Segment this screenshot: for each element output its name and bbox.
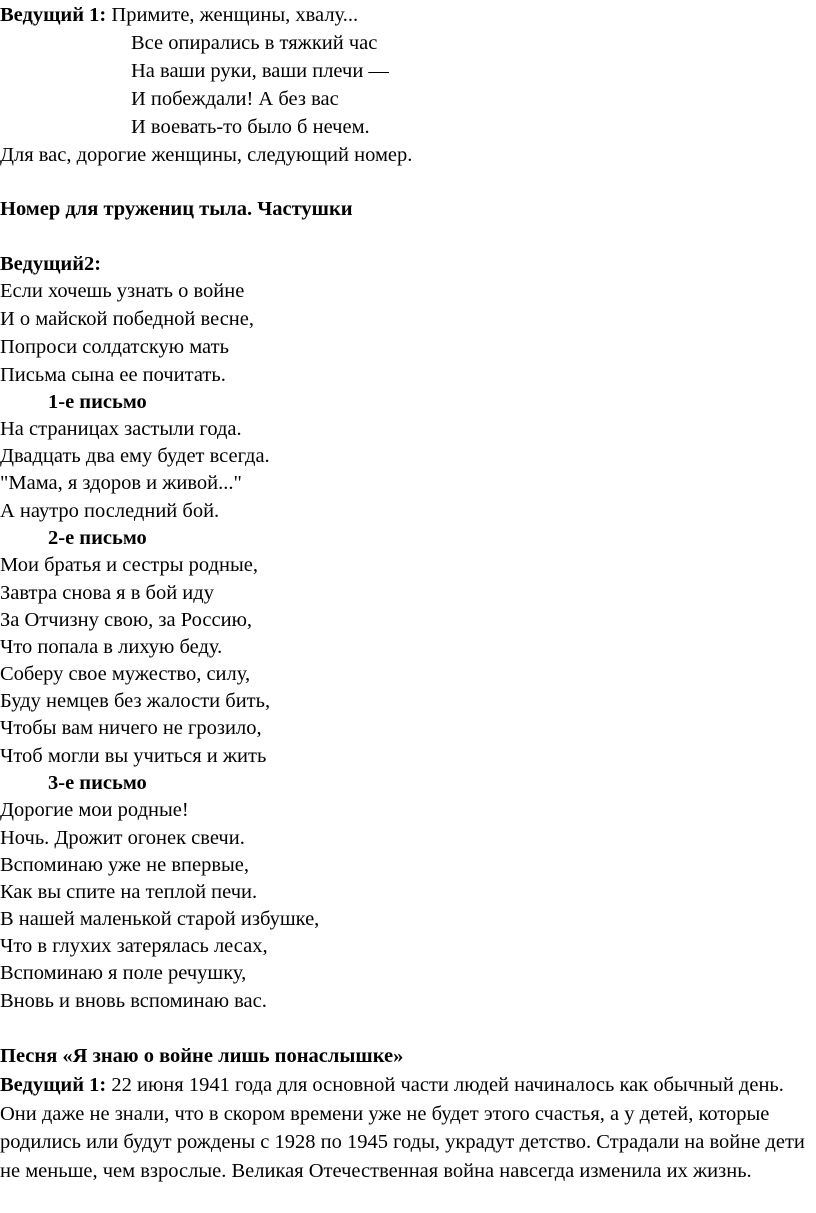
verse-line: Соберу свое мужество, силу,: [0, 663, 251, 685]
speaker-label: Ведущий 1:: [0, 1074, 107, 1096]
verse-line: Вспоминаю уже не впервые,: [0, 854, 250, 876]
verse-line: Ночь. Дрожит огонек свечи.: [0, 827, 245, 849]
poem-line: На ваши руки, ваши плечи —: [131, 60, 389, 82]
intro-line: Примите, женщины, хвалу...: [111, 4, 359, 26]
intro-closing: Для вас, дорогие женщины, следующий номер.: [0, 144, 413, 166]
paragraph-text: 22 июня 1941 года для основной части людей начиналось как обычный день. Они даже не знали, что в скором времени уже не будет этого счастья, а у детей, которые родились или будут рождены с 1928 по 1945 годы, украдут детство. Страдали на войне дети не меньше, чем взрослые. Великая Отечественная война навсегда изменила их жизнь.: [0, 1074, 805, 1182]
verse-line: Дорогие мои родные!: [0, 799, 189, 821]
verse-line: Если хочешь узнать о войне: [0, 280, 245, 302]
speaker-label: Ведущий 1:: [0, 4, 107, 26]
number-title: Номер для тружениц тыла. Частушки: [0, 198, 353, 220]
verse-line: И о майской победной весне,: [0, 308, 254, 330]
poem-line: И побеждали! А без вас: [131, 88, 339, 110]
verse-line: Буду немцев без жалости бить,: [0, 690, 271, 712]
verse-line: Письма сына ее почитать.: [0, 364, 226, 386]
verse-line: А наутро последний бой.: [0, 500, 220, 522]
verse-line: На страницах застыли года.: [0, 418, 242, 440]
verse-line: В нашей маленькой старой избушке,: [0, 908, 320, 930]
letter-title: 3-е письмо: [48, 772, 147, 794]
verse-line: Вспоминаю я поле речушку,: [0, 962, 247, 984]
poem-line: Все опирались в тяжкий час: [131, 32, 378, 54]
speaker-label: Ведущий2:: [0, 253, 102, 275]
verse-line: Мои братья и сестры родные,: [0, 554, 258, 576]
verse-line: "Мама, я здоров и живой...": [0, 472, 242, 494]
verse-line: Завтра снова я в бой иду: [0, 582, 214, 604]
verse-line: Двадцать два ему будет всегда.: [0, 445, 270, 467]
verse-line: Как вы спите на теплой печи.: [0, 881, 258, 903]
verse-line: Что попала в лихую беду.: [0, 636, 223, 658]
poem-line: И воевать-то было б нечем.: [131, 116, 370, 138]
letter-title: 2-е письмо: [48, 527, 147, 549]
intro-first-line: [0, 2, 358, 28]
letter-title: 1-е письмо: [48, 391, 147, 413]
verse-line: Вновь и вновь вспоминаю вас.: [0, 990, 267, 1012]
song-title: Песня «Я знаю о войне лишь понаслышке»: [0, 1045, 404, 1067]
final-paragraph: [0, 1071, 808, 1185]
verse-line: Чтобы вам ничего не грозило,: [0, 717, 262, 739]
verse-line: Попроси солдатскую мать: [0, 336, 229, 358]
verse-line: Чтоб могли вы учиться и жить: [0, 745, 267, 767]
verse-line: Что в глухих затерялась лесах,: [0, 935, 268, 957]
verse-line: За Отчизну свою, за Россию,: [0, 609, 253, 631]
